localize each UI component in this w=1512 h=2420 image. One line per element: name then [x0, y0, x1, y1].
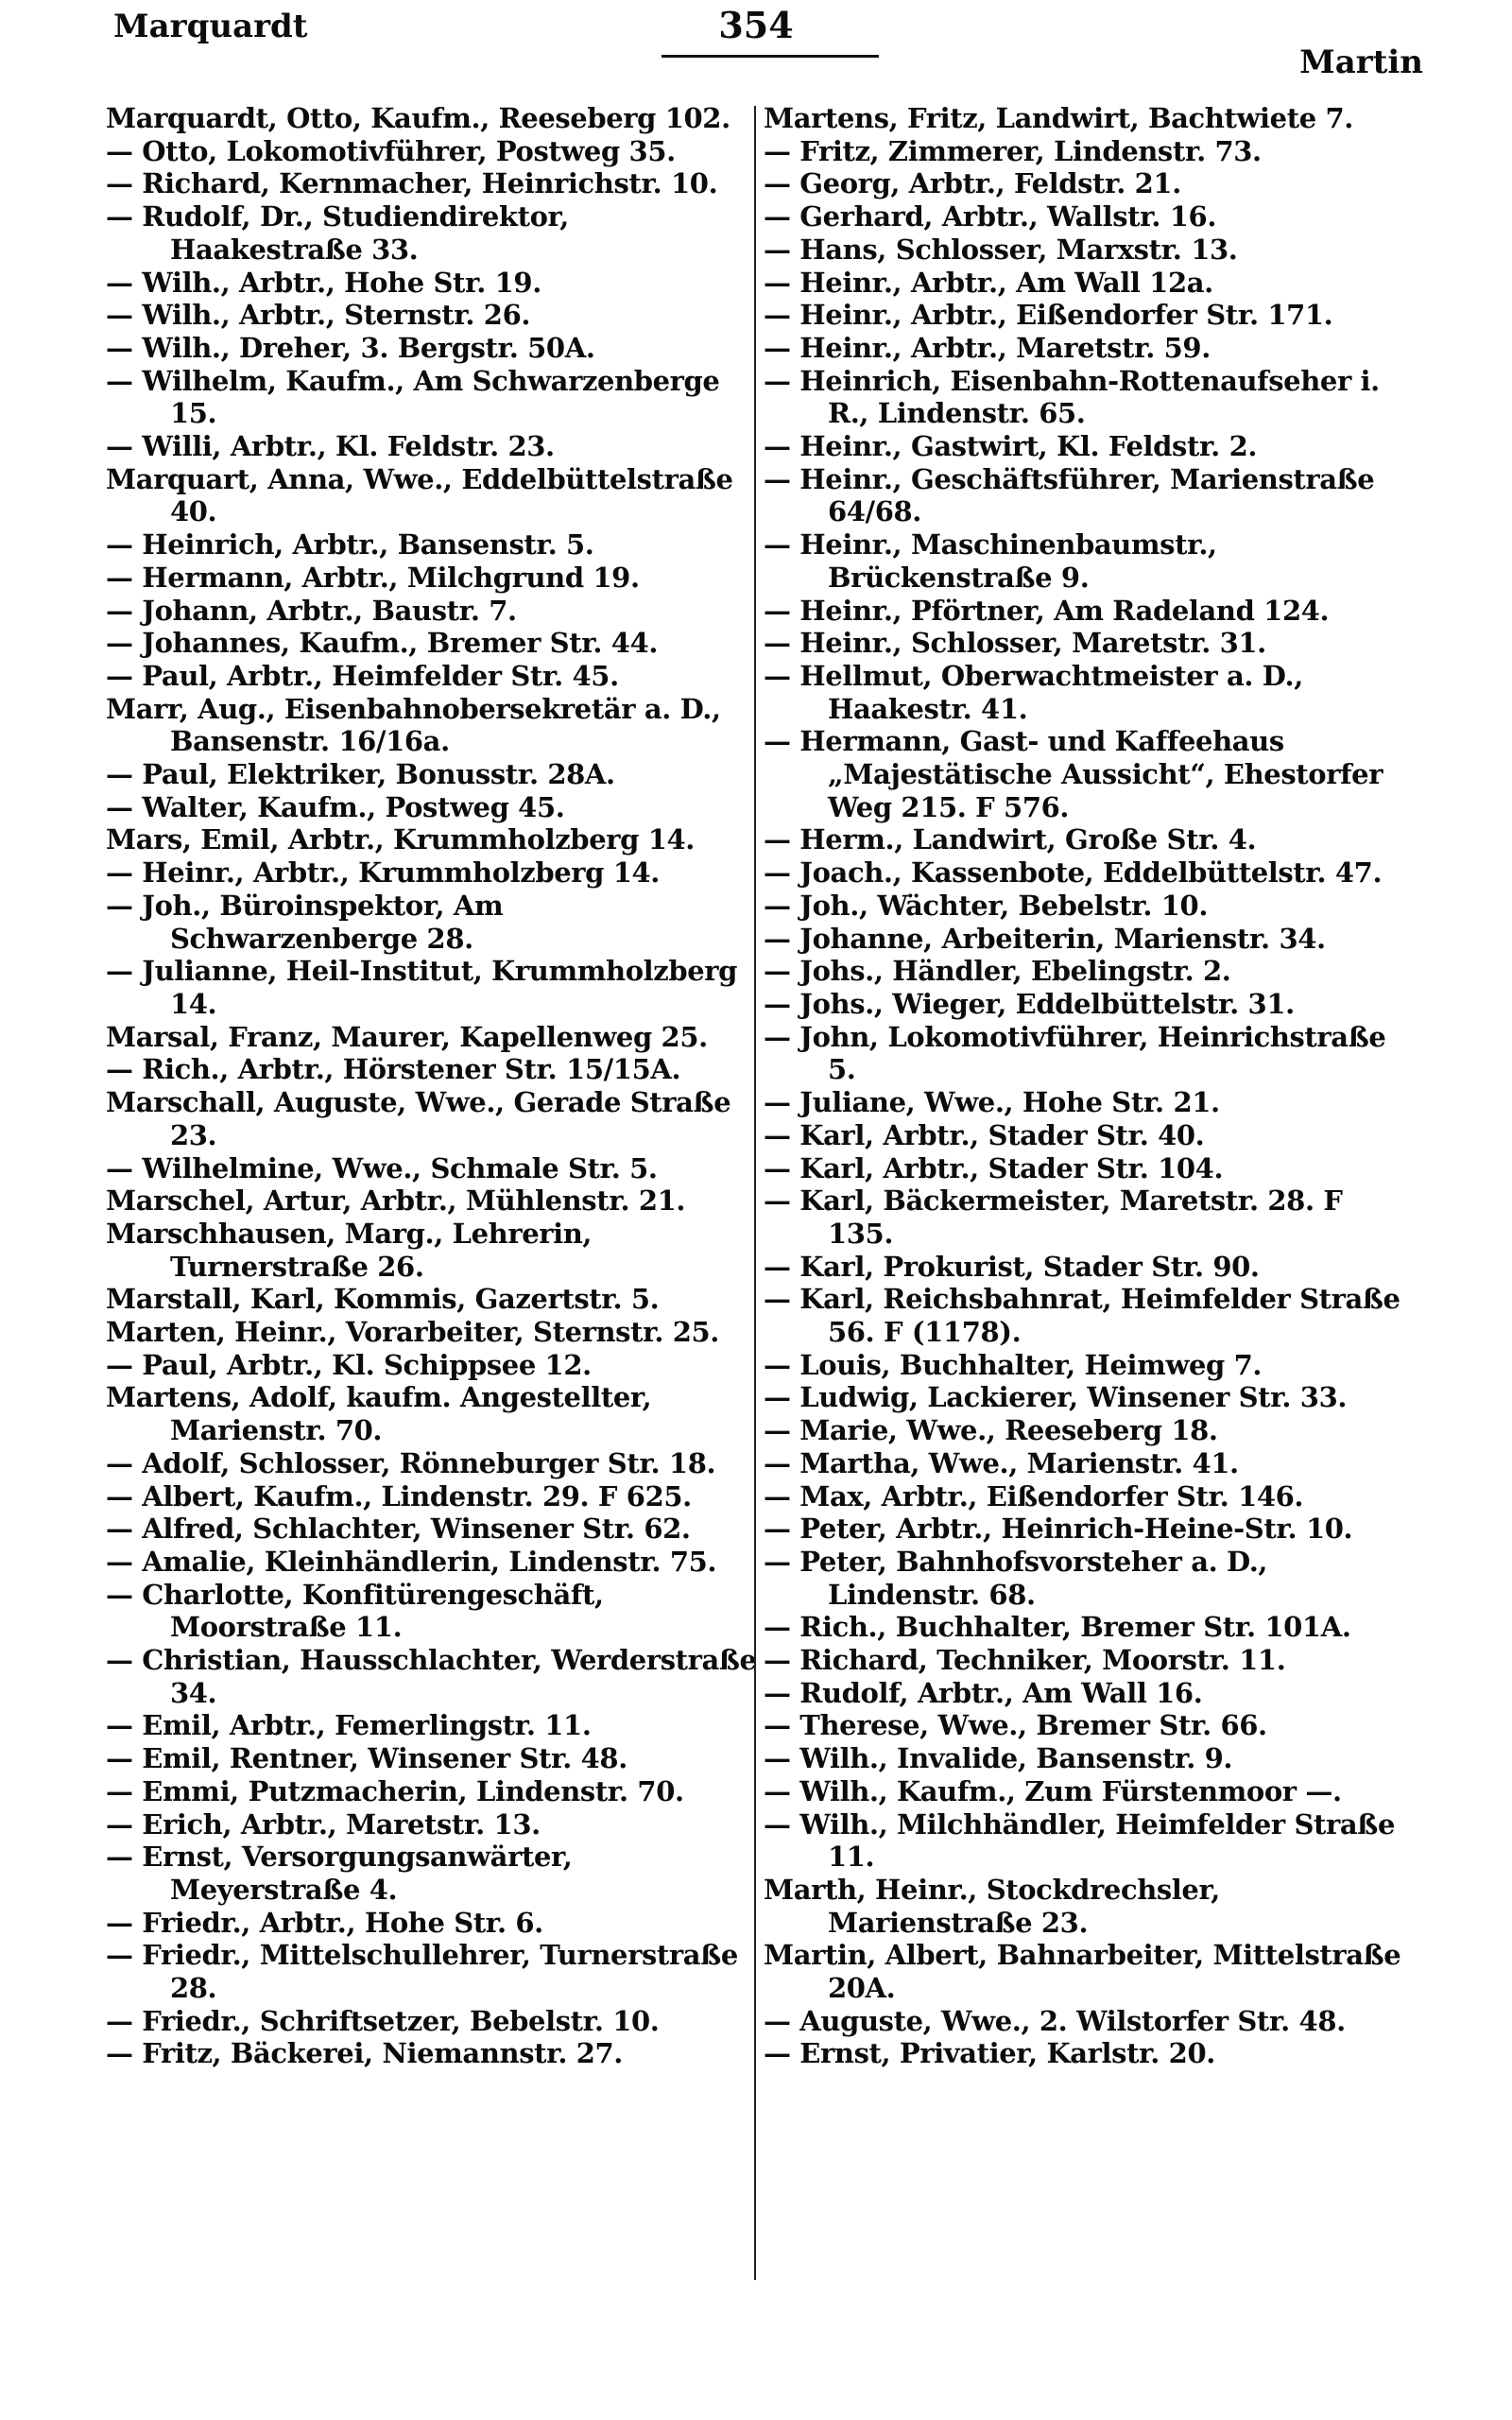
directory-entry: Marsal, Franz, Maurer, Kapellenweg 25. [106, 1020, 708, 1053]
directory-entry: — Heinr., Gastwirt, Kl. Feldstr. 2. [764, 430, 1258, 463]
directory-entry: — Heinr., Arbtr., Eißendorfer Str. 171. [764, 299, 1333, 332]
page-number: 354 [718, 4, 794, 46]
directory-entry: — Ernst, Versorgungsanwärter, Meyerstraße 4. [106, 1841, 573, 1906]
directory-entry: — Fritz, Bäckerei, Niemannstr. 27. [106, 2037, 623, 2070]
directory-entry: — Therese, Wwe., Bremer Str. 66. [764, 1709, 1267, 1742]
directory-entry: Marschel, Artur, Arbtr., Mühlenstr. 21. [106, 1184, 686, 1218]
directory-entry: — Friedr., Schriftsetzer, Bebelstr. 10. [106, 2004, 660, 2037]
directory-entry: — Willi, Arbtr., Kl. Feldstr. 23. [106, 430, 555, 463]
directory-entry: — Fritz, Zimmerer, Lindenstr. 73. [764, 134, 1262, 167]
directory-entry: — Juliane, Wwe., Hohe Str. 21. [764, 1086, 1220, 1119]
directory-entry: — Karl, Prokurist, Stader Str. 90. [764, 1250, 1260, 1283]
directory-entry: Marquardt, Otto, Kaufm., Reeseberg 102. [106, 102, 730, 134]
directory-entry: — Peter, Bahnhofsvorsteher a. D., Lindenstr. 68. [764, 1545, 1268, 1611]
directory-entry: — Wilh., Arbtr., Sternstr. 26. [106, 299, 531, 332]
header-rule [662, 55, 879, 58]
directory-entry: — Karl, Arbtr., Stader Str. 40. [764, 1118, 1205, 1151]
directory-entry: — Julianne, Heil-Institut, Krummholzberg 14. [106, 955, 738, 1020]
directory-entry: — Karl, Reichsbahnrat, Heimfelder Straße 56. F (1178). [764, 1283, 1400, 1349]
directory-entry: — Heinr., Arbtr., Am Wall 12a. [764, 266, 1213, 299]
directory-entry: — Ludwig, Lackierer, Winsener Str. 33. [764, 1381, 1348, 1414]
directory-entry: Mars, Emil, Arbtr., Krummholzberg 14. [106, 823, 695, 856]
directory-entry: — Ernst, Privatier, Karlstr. 20. [764, 2037, 1215, 2070]
directory-entry: — Rich., Arbtr., Hörstener Str. 15/15A. [106, 1053, 681, 1086]
directory-entry: — Heinr., Schlosser, Maretstr. 31. [764, 627, 1266, 660]
directory-entry: — Rich., Buchhalter, Bremer Str. 101A. [764, 1611, 1351, 1644]
directory-entry: — Johanne, Arbeiterin, Marienstr. 34. [764, 922, 1326, 955]
directory-entry: Marten, Heinr., Vorarbeiter, Sternstr. 25. [106, 1316, 719, 1349]
directory-entry: — Johann, Arbtr., Baustr. 7. [106, 594, 517, 627]
directory-entry: Marth, Heinr., Stockdrechsler, Marienstraße 23. [764, 1873, 1220, 1939]
directory-entry: — Heinr., Arbtr., Maretstr. 59. [764, 331, 1211, 364]
directory-entry: — Richard, Kernmacher, Heinrichstr. 10. [106, 167, 718, 200]
directory-entry: — Joh., Büroinspektor, Am Schwarzenberge 28. [106, 889, 504, 955]
directory-entry: — Friedr., Mittelschullehrer, Turnerstraße 28. [106, 1939, 738, 2005]
directory-entry: — Wilhelm, Kaufm., Am Schwarzenberge 15. [106, 364, 720, 430]
directory-entry: — Charlotte, Konfitürengeschäft, Moorstraße 11. [106, 1578, 604, 1644]
directory-entry: — Walter, Kaufm., Postweg 45. [106, 790, 565, 823]
directory-entry: — John, Lokomotivführer, Heinrichstraße 5. [764, 1020, 1386, 1086]
directory-entry: Marschhausen, Marg., Lehrerin, Turnerstraße 26. [106, 1217, 593, 1283]
header-right-keyword: Martin [1299, 43, 1423, 81]
directory-entry: — Max, Arbtr., Eißendorfer Str. 146. [764, 1479, 1304, 1512]
directory-entry: — Heinr., Pförtner, Am Radeland 124. [764, 594, 1330, 627]
directory-entry: — Friedr., Arbtr., Hohe Str. 6. [106, 1906, 543, 1939]
directory-entry: — Wilh., Invalide, Bansenstr. 9. [764, 1742, 1233, 1775]
directory-entry: — Richard, Techniker, Moorstr. 11. [764, 1644, 1286, 1677]
directory-entry: — Emmi, Putzmacherin, Lindenstr. 70. [106, 1774, 684, 1807]
right-column [764, 102, 1416, 2070]
directory-entry: — Heinr., Maschinenbaumstr., Brückenstraße 9. [764, 528, 1217, 594]
directory-entry: — Karl, Bäckermeister, Maretstr. 28. F 135. [764, 1184, 1343, 1250]
directory-entry: — Wilh., Kaufm., Zum Fürstenmoor —. [764, 1774, 1342, 1807]
directory-entry: — Amalie, Kleinhändlerin, Lindenstr. 75. [106, 1545, 717, 1578]
directory-entry: Martens, Adolf, kaufm. Angestellter, Marienstr. 70. [106, 1381, 652, 1447]
directory-entry: — Rudolf, Arbtr., Am Wall 16. [764, 1676, 1203, 1709]
directory-entry: — Paul, Arbtr., Heimfelder Str. 45. [106, 659, 619, 692]
directory-entry: — Wilhelmine, Wwe., Schmale Str. 5. [106, 1151, 658, 1184]
directory-entry: Marschall, Auguste, Wwe., Gerade Straße 23. [106, 1086, 731, 1151]
directory-entry: — Peter, Arbtr., Heinrich-Heine-Str. 10. [764, 1512, 1353, 1546]
directory-entry: — Gerhard, Arbtr., Wallstr. 16. [764, 200, 1217, 233]
directory-entry: — Johannes, Kaufm., Bremer Str. 44. [106, 627, 659, 660]
directory-entry: — Joh., Wächter, Bebelstr. 10. [764, 889, 1209, 922]
page-header [0, 0, 1512, 95]
directory-entry: — Heinrich, Arbtr., Bansenstr. 5. [106, 528, 594, 562]
directory-entry: — Emil, Arbtr., Femerlingstr. 11. [106, 1709, 592, 1742]
directory-entry: — Heinr., Arbtr., Krummholzberg 14. [106, 856, 660, 890]
directory-entry: — Wilh., Dreher, 3. Bergstr. 50A. [106, 331, 595, 364]
directory-entry: Martens, Fritz, Landwirt, Bachtwiete 7. [764, 102, 1353, 134]
directory-entry: — Rudolf, Dr., Studiendirektor, Haakestraße 33. [106, 200, 569, 266]
header-left-keyword: Marquardt [113, 8, 308, 45]
directory-entry: Marr, Aug., Eisenbahnobersekretär a. D., Bansenstr. 16/16a. [106, 692, 721, 758]
directory-entry: — Emil, Rentner, Winsener Str. 48. [106, 1742, 627, 1775]
directory-entry: — Heinr., Geschäftsführer, Marienstraße 64/68. [764, 462, 1375, 528]
directory-entry: — Erich, Arbtr., Maretstr. 13. [106, 1807, 541, 1841]
directory-entry: — Alfred, Schlachter, Winsener Str. 62. [106, 1512, 691, 1546]
directory-entry: Marquart, Anna, Wwe., Eddelbüttelstraße 40. [106, 462, 733, 528]
directory-entry: — Johs., Händler, Ebelingstr. 2. [764, 955, 1231, 988]
directory-entry: — Hermann, Arbtr., Milchgrund 19. [106, 561, 640, 594]
directory-entry: — Wilh., Arbtr., Hohe Str. 19. [106, 266, 541, 299]
directory-entry: — Louis, Buchhalter, Heimweg 7. [764, 1348, 1263, 1381]
directory-entry: — Wilh., Milchhändler, Heimfelder Straße 11. [764, 1807, 1395, 1874]
column-divider [754, 106, 756, 2280]
directory-entry: — Paul, Elektriker, Bonusstr. 28A. [106, 758, 615, 791]
directory-entry: — Adolf, Schlosser, Rönneburger Str. 18. [106, 1446, 716, 1479]
directory-entry: — Otto, Lokomotivführer, Postweg 35. [106, 134, 676, 167]
directory-entry: — Hellmut, Oberwachtmeister a. D., Haakestr. 41. [764, 659, 1303, 725]
directory-entry: — Auguste, Wwe., 2. Wilstorfer Str. 48. [764, 2004, 1346, 2037]
directory-entry: — Marie, Wwe., Reeseberg 18. [764, 1414, 1218, 1447]
directory-entry: Marstall, Karl, Kommis, Gazertstr. 5. [106, 1283, 660, 1316]
directory-entry: Martin, Albert, Bahnarbeiter, Mittelstraße 20A. [764, 1939, 1401, 2005]
directory-entry: — Johs., Wieger, Eddelbüttelstr. 31. [764, 987, 1295, 1020]
directory-entry: — Hans, Schlosser, Marxstr. 13. [764, 233, 1238, 266]
directory-entry: — Christian, Hausschlachter, Werderstraße 34. [106, 1644, 757, 1709]
directory-entry: — Paul, Arbtr., Kl. Schippsee 12. [106, 1348, 592, 1381]
directory-entry: — Albert, Kaufm., Lindenstr. 29. F 625. [106, 1479, 692, 1512]
directory-entry: — Karl, Arbtr., Stader Str. 104. [764, 1151, 1224, 1184]
directory-entry: — Hermann, Gast- und Kaffeehaus „Majestätische Aussicht“, Ehestorfer Weg 215. F 576. [764, 725, 1383, 823]
directory-entry: — Heinrich, Eisenbahn-Rottenaufseher i. R., Lindenstr. 65. [764, 364, 1380, 430]
directory-entry: — Georg, Arbtr., Feldstr. 21. [764, 167, 1181, 200]
left-column [106, 102, 758, 2070]
directory-entry: — Martha, Wwe., Marienstr. 41. [764, 1446, 1239, 1479]
directory-entry: — Herm., Landwirt, Große Str. 4. [764, 823, 1257, 856]
directory-entry: — Joach., Kassenbote, Eddelbüttelstr. 47. [764, 856, 1383, 890]
